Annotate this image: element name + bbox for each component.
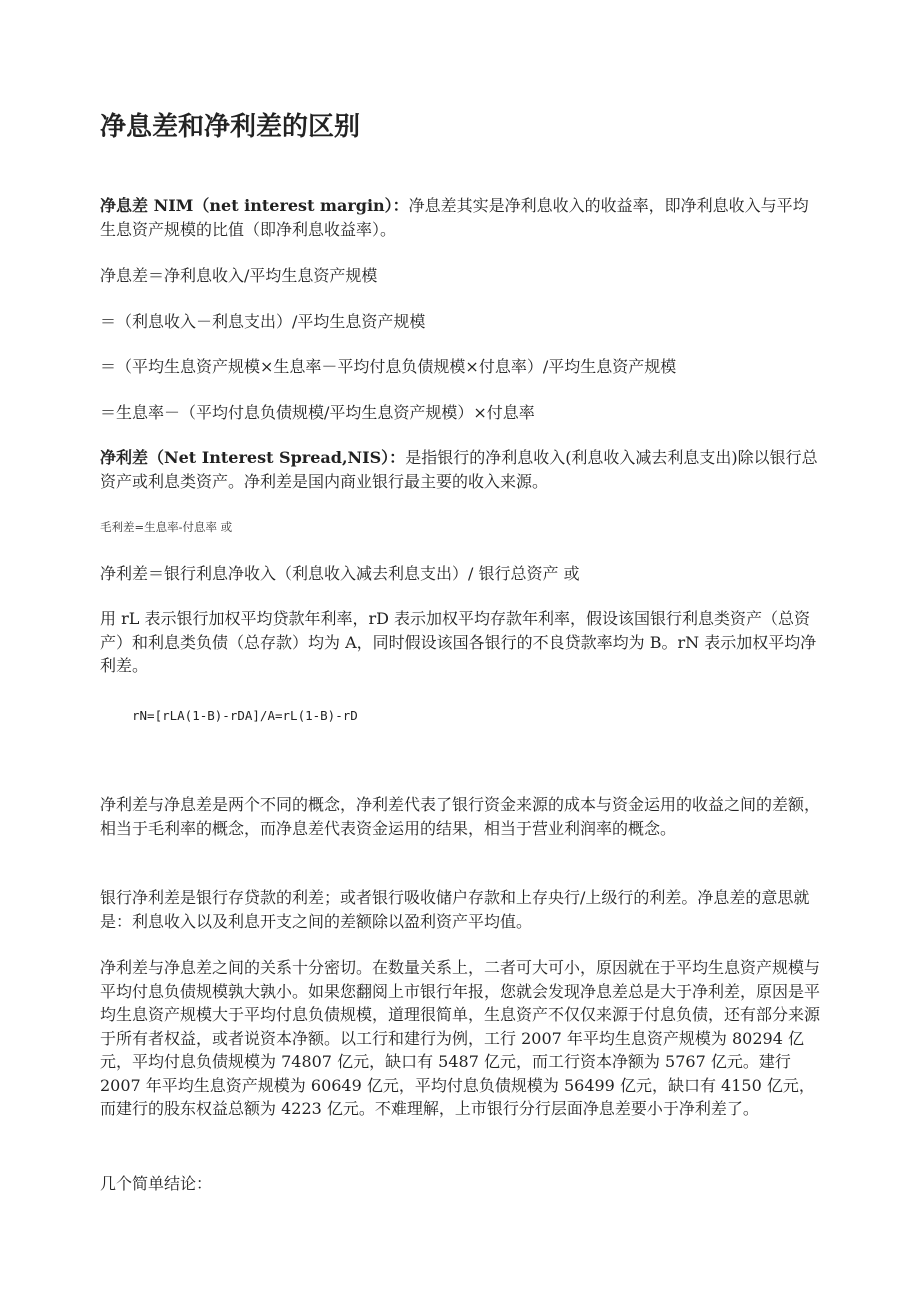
nis-text: 是指银行的净利息收入(利息收入减去利息支出)除以银行总资产或利息类资产。净利差是国内商业银行最主要的收入来源。 bbox=[100, 448, 818, 491]
gross-spread-line: 毛利差=生息率-付息率 或 bbox=[100, 520, 233, 534]
nis-definition bbox=[100, 446, 824, 493]
nim-term: 净息差 NIM（net interest margin）： bbox=[100, 196, 409, 215]
nis-term: 净利差（Net Interest Spread,NIS）： bbox=[100, 448, 406, 467]
concepts-paragraph: 净利差与净息差是两个不同的概念，净利差代表了银行资金来源的成本与资金运用的收益之间的差额，相当于毛利率的概念，而净息差代表资金运用的结果，相当于营业利润率的概念。 bbox=[100, 795, 821, 838]
model-formula: rN=[rLA(1-B)-rDA]/A=rL(1-B)-rD bbox=[132, 708, 358, 723]
nim-formula-line: 净息差＝净利息收入/平均生息资产规模 bbox=[100, 266, 378, 285]
nis-formula-line: 净利差＝银行利息净收入（利息收入减去利息支出）/ 银行总资产 或 bbox=[100, 564, 580, 583]
model-paragraph: 用 rL 表示银行加权平均贷款年利率，rD 表示加权平均存款年利率，假设该国银行利息类资产（总资产）和利息类负债（总存款）均为 A，同时假设该国各银行的不良贷款率均为 B。rN 表示加权平均净利差。 bbox=[100, 609, 817, 675]
nim-formula-line: ＝生息率－（平均付息负债规模/平均生息资产规模）×付息率 bbox=[100, 403, 535, 422]
relation-paragraph: 净利差与净息差之间的关系十分密切。在数量关系上，二者可大可小，原因就在于平均生息资产规模与平均付息负债规模孰大孰小。如果您翻阅上市银行年报，您就会发现净息差总是大于净利差，原因是平均生息资产规模大于平均付息负债规模，道理很简单，生息资产不仅仅来源于付息负债，还有部分来源于所有者权益，或者说资本净额。以工行和建行为例，工行 2007 年平均生息资产规模为 80294 亿元，平均付息负债规模为 74807 亿元，缺口有 5487 亿元，而工行资本净额为 5767 亿元。建行 2007 年平均生息资产规模为 60649 亿元，平均付息负债规模为 56499 亿元，缺口有 4150 亿元，而建行的股东权益总额为 4223 亿元。不难理解，上市银行分行层面净息差要小于净利差了。 bbox=[100, 958, 821, 1118]
conclusions-heading: 几个简单结论： bbox=[100, 1174, 213, 1193]
nim-formula-line: ＝（平均生息资产规模×生息率－平均付息负债规模×付息率）/平均生息资产规模 bbox=[100, 357, 677, 376]
meaning-paragraph: 银行净利差是银行存贷款的利差；或者银行吸收储户存款和上存央行/上级行的利差。净息差的意思就是：利息收入以及利息开支之间的差额除以盈利资产平均值。 bbox=[100, 888, 810, 931]
document-title: 净息差和净利差的区别 bbox=[100, 112, 361, 142]
nim-definition bbox=[100, 194, 824, 241]
nim-text: 净息差其实是净利息收入的收益率，即净利息收入与平均生息资产规模的比值（即净利息收益率）。 bbox=[100, 196, 809, 239]
nim-formula-line: ＝（利息收入－利息支出）/平均生息资产规模 bbox=[100, 312, 426, 331]
